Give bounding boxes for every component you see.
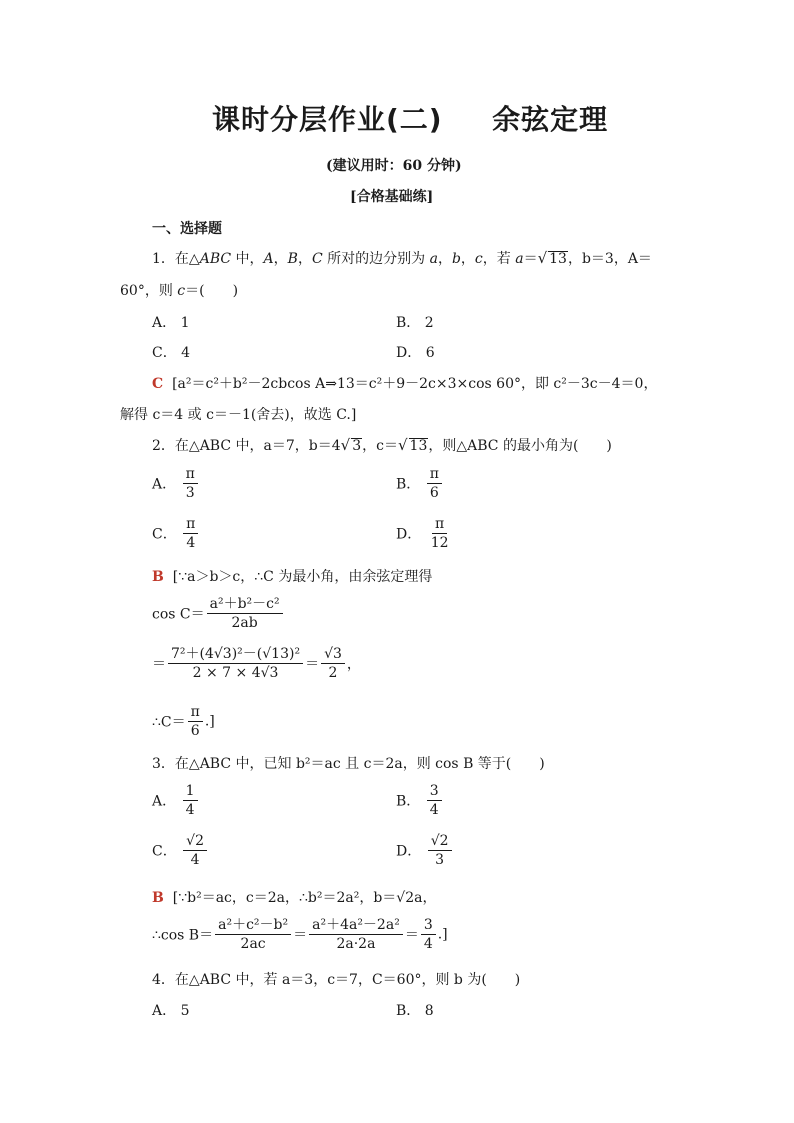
q1-option-b[interactable]: B． 2 xyxy=(396,315,434,331)
q1-option-c[interactable]: C． 4 xyxy=(152,345,191,361)
q2-option-d[interactable]: D． $\frac{\pi}{12}$ xyxy=(396,516,449,552)
q3-option-d[interactable]: D． $\frac{√2}{3}$ xyxy=(396,833,454,868)
time-note: (建议用时：60 分钟) xyxy=(326,158,462,174)
q3-option-b[interactable]: B． $\frac{3}{4}$ xyxy=(396,783,444,818)
q1-option-d[interactable]: D． 6 xyxy=(396,345,435,361)
q3-stem: 3．在△ABC 中，已知 b²＝ac 且 c＝2a，则 cos B 等于( ) xyxy=(152,756,545,772)
q2-stem: 2．在△ABC 中，a＝7，b＝4√ 3，c＝√ 13，则△ABC 的最小角为( ) xyxy=(152,436,612,454)
q1-stem-line2: 60°，则 c＝( ) xyxy=(120,283,239,299)
q3-solution-line1: B [∵b²＝ac，c＝2a，∴b²＝2a²，b＝√2a， xyxy=(152,890,437,906)
section-heading: 一、选择题 xyxy=(152,221,222,237)
q3-option-c[interactable]: C． $\frac{√2}{4}$ xyxy=(152,833,209,868)
q3-solution-line2: ∴cos B＝ $\frac{\text{a²＋c²－b²}}{2ac}$ ＝ $\frac{\text{a²＋4a²－2a²}}{2a\cdot 2a}$ ＝ $\frac{3}{4}$ .] xyxy=(152,917,448,953)
q3-option-a[interactable]: A． $\frac{1}{4}$ xyxy=(152,783,200,818)
q2-substitution: ＝ $\frac{\text{7²＋(4√3)²－(√13)²}}{2 \times 7 \times 4√3}$ ＝ $\frac{√3}{2}$ ， xyxy=(152,646,361,682)
q1-solution-line1: C [a²＝c²＋b²－2cbcos A⇒13＝c²＋9－2c×3×cos 60°，即 c²－3c－4＝0， xyxy=(152,376,658,392)
level-label: [合格基础练] xyxy=(350,189,434,205)
q2-option-b[interactable]: B． $\frac{\pi}{6}$ xyxy=(396,466,444,501)
q2-answer: B xyxy=(152,569,164,585)
q3-answer: B xyxy=(152,890,164,906)
q2-conclusion: ∴C＝ $\frac{\pi}{6}$ .] xyxy=(152,704,215,740)
q1-stem-line1: 1．在△ABC 中，A，B，C 所对的边分别为 a，b，c，若 a＝√ 13，b＝3，A＝ xyxy=(152,249,652,267)
q1-answer: C xyxy=(152,376,164,392)
title-topic: 余弦定理 xyxy=(492,103,609,136)
q2-solution-intro: B [∵a＞b＞c，∴C 为最小角，由余弦定理得 xyxy=(152,569,433,585)
page-title xyxy=(212,98,608,138)
q4-stem: 4．在△ABC 中，若 a＝3，c＝7，C＝60°，则 b 为( ) xyxy=(152,972,521,988)
q1-solution-line2: 解得 c＝4 或 c＝－1(舍去)，故选 C.] xyxy=(120,407,357,423)
q4-option-a[interactable]: A． 5 xyxy=(152,1003,190,1019)
q1-option-a[interactable]: A． 1 xyxy=(152,315,190,331)
q4-option-b[interactable]: B． 8 xyxy=(396,1003,434,1019)
q2-option-c[interactable]: C． $\frac{\pi}{4}$ xyxy=(152,516,200,551)
title-main: 课时分层作业(二) xyxy=(212,103,443,136)
q2-option-a[interactable]: A． $\frac{\pi}{3}$ xyxy=(152,466,200,501)
q2-cos-formula: cos C＝ $\frac{\text{a²＋b²－c²}}{2ab}$ xyxy=(152,596,285,631)
